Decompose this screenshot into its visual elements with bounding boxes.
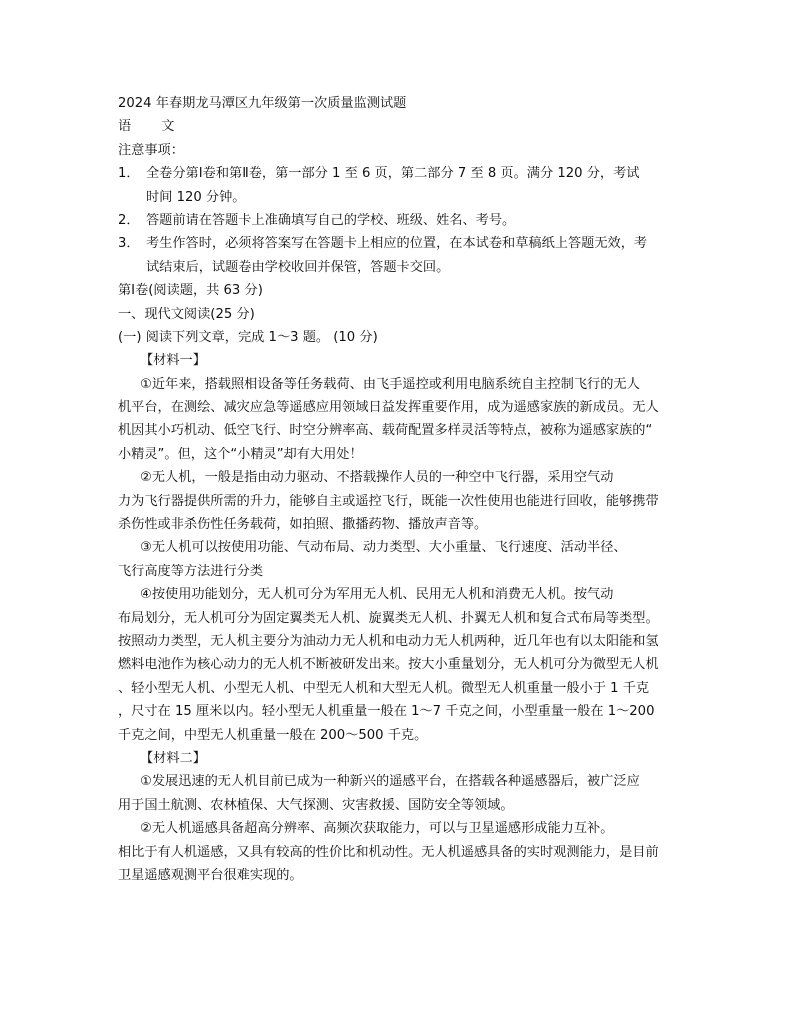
paragraph-line: ②无人机遥感具备超高分辨率、高频次获取能力，可以与卫星遥感形成能力互补。 — [140, 821, 614, 837]
note-item-1 — [118, 162, 680, 185]
subsection-heading: (一) 阅读下列文章，完成 1～3 题。 (10 分) — [118, 329, 378, 345]
exam-title: 2024 年春期龙马潭区九年级第一次质量监测试题 — [118, 96, 407, 111]
section-heading: 一、现代文阅读(25 分) — [118, 306, 255, 322]
note-number: 2． — [118, 212, 140, 228]
paragraph-line: 机平台，在测绘、减灾应急等遥感应用领域日益发挥重要作用，成为遥感家族的新成员。无人 — [118, 400, 659, 416]
paragraph-line: 燃料电池作为核心动力的无人机不断被研发出来。按大小重量划分，无人机可分为微型无人机 — [118, 657, 659, 673]
note-text: 考生作答时，必须将答案写在答题卡上相应的位置，在本试卷和草稿纸上答题无效，考 — [146, 236, 648, 252]
paragraph-line: ①近年来，搭载照相设备等任务载荷、由飞手遥控或利用电脑系统自主控制飞行的无人 — [140, 376, 640, 392]
paragraph-line: ，尺寸在 15 厘米以内。轻小型无人机重量一般在 1～7 千克之间，小型重量一般在 1～200 — [118, 704, 655, 720]
note-text: 答题前请在答题卡上准确填写自己的学校、班级、姓名、考号。 — [146, 212, 516, 228]
subject-char-2: 文 — [161, 119, 175, 135]
paragraph-line: 、轻小型无人机、小型无人机、中型无人机和大型无人机。微型无人机重量一般小于 1 千克 — [118, 680, 650, 696]
note-number: 1． — [118, 166, 140, 182]
document-content — [118, 92, 680, 887]
note-text: 全卷分第Ⅰ卷和第Ⅱ卷，第一部分 1 至 6 页，第二部分 7 至 8 页。满分 120 分，考试 — [146, 166, 640, 182]
paragraph-line: 用于国土航测、农林植保、大气探测、灾害救援、国防安全等领域。 — [118, 797, 514, 813]
material-one-body — [118, 373, 680, 747]
paragraph-line: 按照动力类型，无人机主要分为油动力无人机和电动力无人机两种，近几年也有以太阳能和氢 — [118, 633, 659, 649]
paragraph-line: 相比于有人机遥感，又具有较高的性价比和机动性。无人机遥感具备的实时观测能力，是目前 — [118, 844, 659, 860]
exam-subject — [118, 115, 680, 138]
paragraph-line: 杀伤性或非杀伤性任务载荷，如拍照、撒播药物、播放声音等。 — [118, 517, 488, 533]
subject-char-1: 语 — [118, 119, 132, 135]
material-two-label: 【材料二】 — [140, 750, 206, 766]
part-heading: 第Ⅰ卷(阅读题，共 63 分) — [118, 283, 263, 299]
material-one-label: 【材料一】 — [140, 353, 206, 369]
paragraph-line: ①发展迅速的无人机目前已成为一种新兴的遥感平台，在搭载各种遥感器后，被广泛应 — [140, 774, 640, 790]
note-item-3-continued: 试结束后，试题卷由学校收回并保管，答题卡交回。 — [146, 259, 450, 275]
note-item-1-continued: 时间 120 分钟。 — [146, 189, 246, 205]
paragraph-line: ④按使用功能划分，无人机可分为军用无人机、民用无人机和消费无人机。按气动 — [140, 587, 614, 603]
paragraph-line: 布局划分，无人机可分为固定翼类无人机、旋翼类无人机、扑翼无人机和复合式布局等类型。 — [118, 610, 659, 626]
notes-heading: 注意事项： — [118, 142, 184, 158]
paragraph-line: 飞行高度等方法进行分类 — [118, 563, 264, 579]
paragraph-line: 机因其小巧机动、低空飞行、时空分辨率高、载荷配置多样灵活等特点，被称为遥感家族的“ — [118, 423, 653, 439]
paragraph-line: 力为飞行器提供所需的升力，能够自主或遥控飞行，既能一次性使用也能进行回收，能够携带 — [118, 493, 659, 509]
paragraph-line: 小精灵”。但，这个“小精灵”却有大用处！ — [118, 446, 363, 462]
note-number: 3． — [118, 236, 140, 252]
paragraph-line: ③无人机可以按使用功能、气动布局、动力类型、大小重量、飞行速度、活动半径、 — [140, 540, 627, 556]
paragraph-line: 千克之间，中型无人机重量一般在 200～500 千克。 — [118, 727, 428, 743]
note-item-3 — [118, 232, 680, 255]
note-item-2 — [118, 209, 680, 232]
paragraph-line: ②无人机，一般是指由动力驱动、不搭载操作人员的一种空中飞行器，采用空气动 — [140, 470, 614, 486]
material-two-body — [118, 770, 680, 887]
paragraph-line: 卫星遥感观测平台很难实现的。 — [118, 867, 303, 883]
